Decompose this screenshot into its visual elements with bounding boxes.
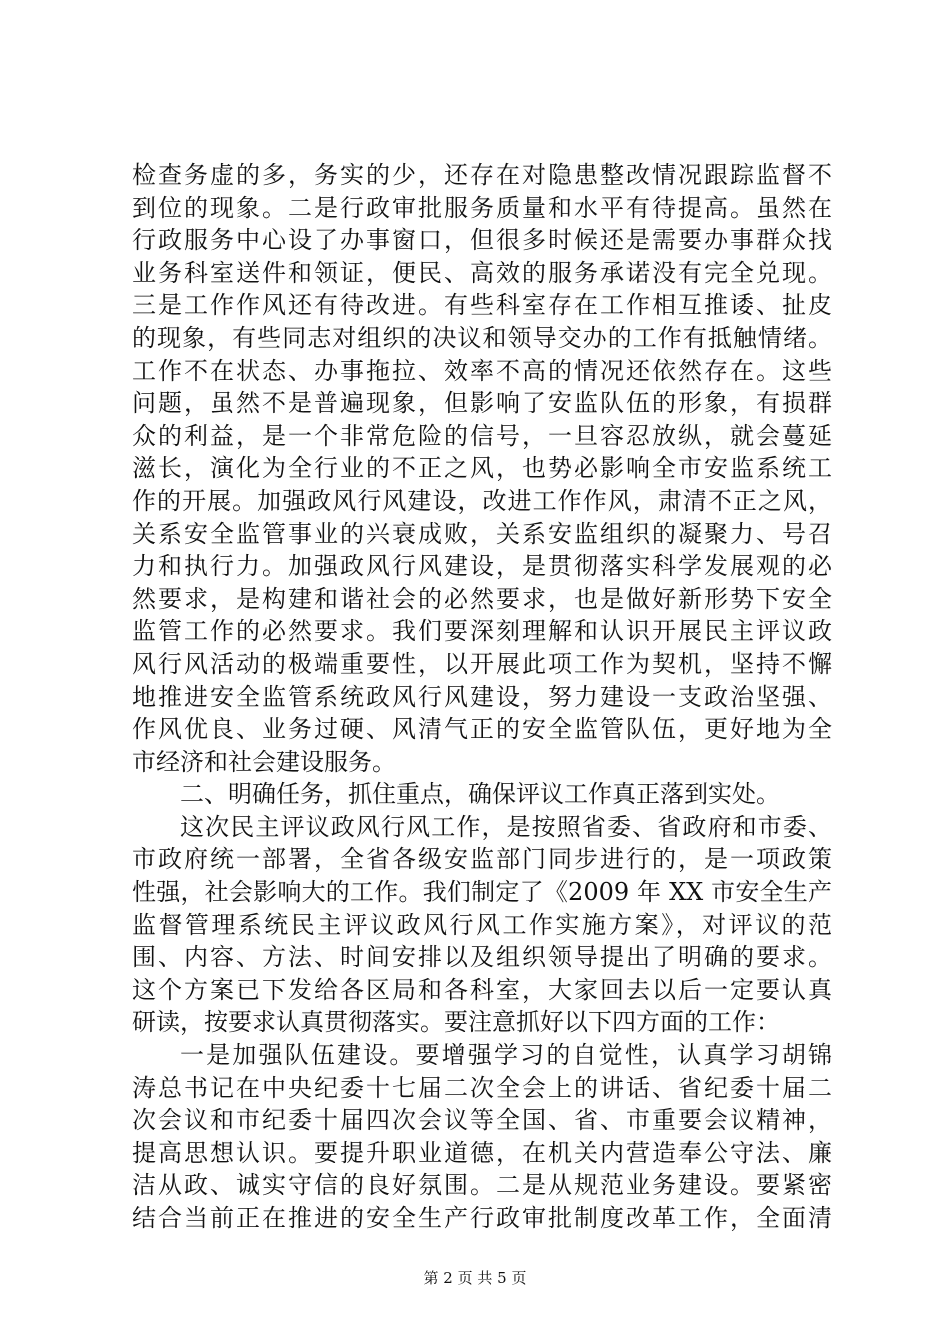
text-line: 到位的现象。二是行政审批服务质量和水平有待提高。虽然在	[132, 193, 832, 222]
text-line: 作的开展。加强政风行风建设，改进工作作风，肃清不正之风，	[132, 486, 832, 515]
text-line: 研读，按要求认真贯彻落实。要注意抓好以下四方面的工作：	[132, 1008, 780, 1037]
text-line: 滋长，演化为全行业的不正之风，也势必影响全市安监系统工	[132, 454, 832, 483]
text-line: 市经济和社会建设服务。	[132, 747, 396, 776]
text-line: 提高思想认识。要提升职业道德，在机关内营造奉公守法、廉	[132, 1138, 832, 1167]
text-line: 涛总书记在中央纪委十七届二次全会上的讲话、省纪委十届二	[132, 1073, 832, 1102]
text-line: 洁从政、诚实守信的良好氛围。二是从规范业务建设。要紧密	[132, 1171, 832, 1200]
text-line: 风行风活动的极端重要性，以开展此项工作为契机，坚持不懈	[132, 649, 832, 678]
text-line: 力和执行力。加强政风行风建设，是贯彻落实科学发展观的必	[132, 552, 832, 581]
text-line: 市政府统一部署，全省各级安监部门同步进行的，是一项政策	[132, 845, 832, 874]
document-body	[132, 159, 832, 1235]
text-line: 次会议和市纪委十届四次会议等全国、省、市重要会议精神，	[132, 1106, 832, 1135]
text-line: 地推进安全监管系统政风行风建设，努力建设一支政治坚强、	[132, 682, 832, 711]
text-line: 结合当前正在推进的安全生产行政审批制度改革工作，全面清	[132, 1204, 832, 1232]
text-line: 监督管理系统民主评议政风行风工作实施方案》，对评议的范	[132, 910, 832, 939]
page-number-footer: 第 2 页 共 5 页	[423, 1269, 527, 1287]
text-line: 的现象，有些同志对组织的决议和领导交办的工作有抵触情绪。	[132, 323, 832, 352]
text-line: 一是加强队伍建设。要增强学习的自觉性，认真学习胡锦	[180, 1041, 832, 1070]
text-line: 问题，虽然不是普遍现象，但影响了安监队伍的形象，有损群	[132, 389, 832, 418]
text-line: 关系安全监管事业的兴衰成败，关系安监组织的凝聚力、号召	[132, 519, 832, 548]
text-line: 监管工作的必然要求。我们要深刻理解和认识开展民主评议政	[132, 617, 832, 646]
text-line: 这次民主评议政风行风工作，是按照省委、省政府和市委、	[180, 812, 832, 841]
text-line: 检查务虚的多，务实的少，还存在对隐患整改情况跟踪监督不	[132, 161, 832, 189]
text-line: 这个方案已下发给各区局和各科室，大家回去以后一定要认真	[132, 975, 832, 1004]
text-line: 作风优良、业务过硬、风清气正的安全监管队伍，更好地为全	[132, 715, 832, 744]
text-line: 性强，社会影响大的工作。我们制定了《2009 年 XX 市安全生产	[132, 878, 832, 907]
text-line: 行政服务中心设了办事窗口，但很多时候还是需要办事群众找	[132, 226, 832, 255]
text-line: 工作不在状态、办事拖拉、效率不高的情况还依然存在。这些	[132, 356, 832, 385]
text-line: 围、内容、方法、时间安排以及组织领导提出了明确的要求。	[132, 943, 832, 972]
text-line: 二、明确任务，抓住重点，确保评议工作真正落到实处。	[180, 780, 780, 809]
text-line: 然要求，是构建和谐社会的必然要求，也是做好新形势下安全	[132, 584, 832, 613]
text-line: 三是工作作风还有待改进。有些科室存在工作相互推诿、扯皮	[132, 291, 832, 320]
text-line: 业务科室送件和领证，便民、高效的服务承诺没有完全兑现。	[132, 258, 832, 287]
text-line: 众的利益，是一个非常危险的信号，一旦容忍放纵，就会蔓延	[132, 421, 832, 450]
